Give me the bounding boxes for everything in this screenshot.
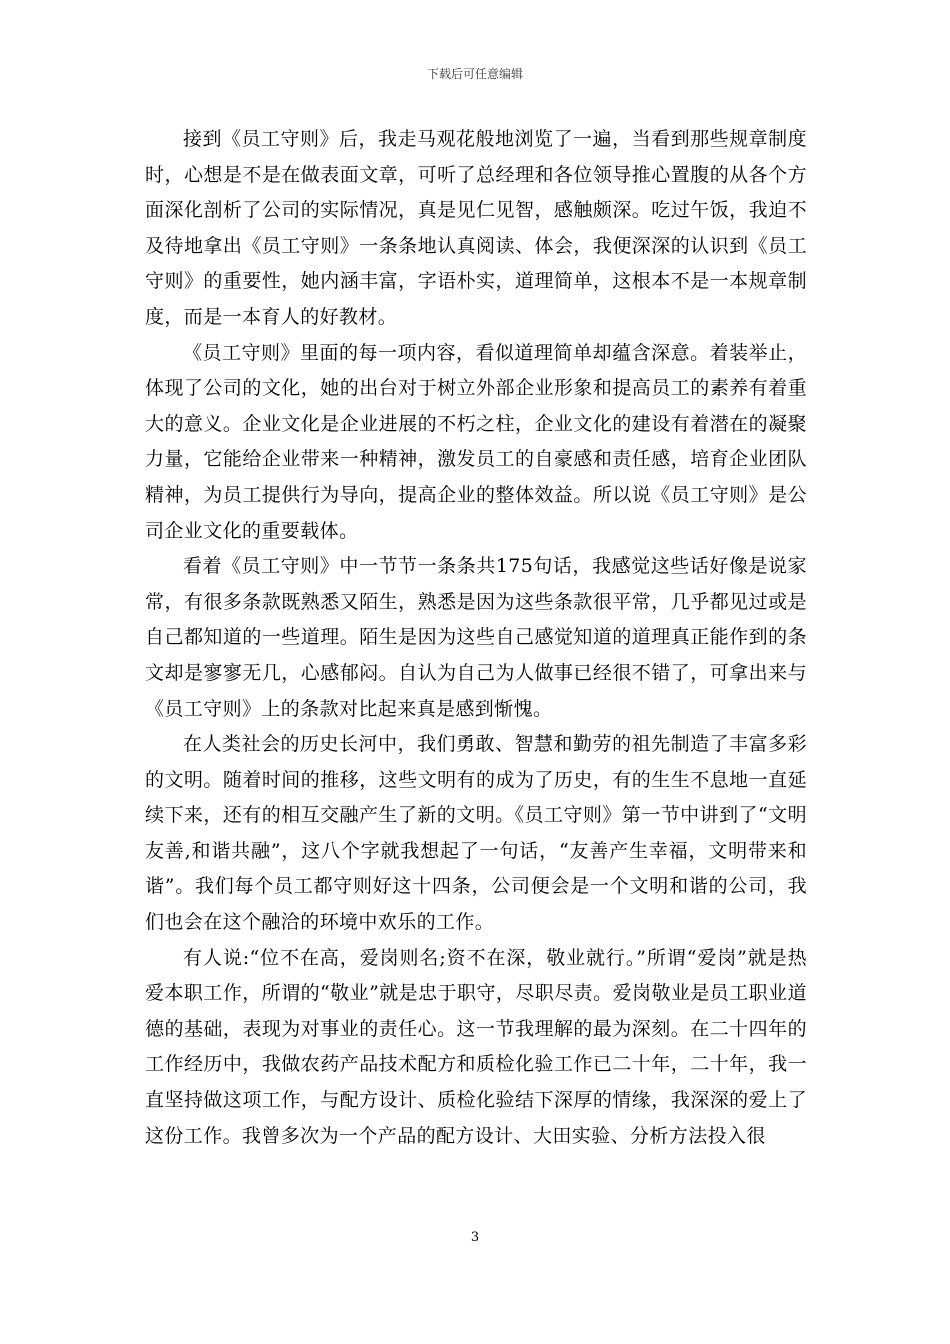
- document-body: [145, 122, 807, 1154]
- paragraph-2: 《员工守则》里面的每一项内容，看似道理简单却蕴含深意。着装举止，体现了公司的文化，她的出台对于树立外部企业形象和提高员工的素养有着重大的意义。企业文化是企业进展的不朽之柱，企业文化的建设有着潜在的凝聚力量，它能给企业带来一种精神，激发员工的自豪感和责任感，培育企业团队精神，为员工提供行为导向，提高企业的整体效益。所以说《员工守则》是公司企业文化的重要载体。: [145, 341, 807, 542]
- paragraph-1: 接到《员工守则》后，我走马观花般地浏览了一遍，当看到那些规章制度时，心想是不是在做表面文章，可听了总经理和各位领导推心置腹的从各个方面深化剖析了公司的实际情况，真是见仁见智，感触颇深。吃过午饭，我迫不及待地拿出《员工守则》一条条地认真阅读、体会，我便深深的认识到《员工守则》的重要性，她内涵丰富，字语朴实，道理简单，这根本不是一本规章制度，而是一本育人的好教材。: [145, 128, 807, 328]
- paragraph-3: 看着《员工守则》中一节节一条条共175句话，我感觉这些话好像是说家常，有很多条款既熟悉又陌生，熟悉是因为这些条款很平常，几乎都见过或是自己都知道的一些道理。陌生是因为这些自己感觉知道的道理真正能作到的条文却是寥寥无几，心感郁闷。自认为自己为人做事已经很不错了，可拿出来与《员工守则》上的条款对比起来真是感到惭愧。: [145, 555, 807, 720]
- page-header-note: 下载后可任意编辑: [426, 67, 523, 81]
- page-number: 3: [470, 1230, 480, 1245]
- paragraph-4: 在人类社会的历史长河中，我们勇敢、智慧和勤劳的祖先制造了丰富多彩的文明。随着时间的推移，这些文明有的成为了历史，有的生生不息地一直延续下来，还有的相互交融产生了新的文明。《员工守则》第一节中讲到了“文明友善,和谐共融”，这八个字就我想起了一句话，“友善产生幸福，文明带来和谐”。我们每个员工都守则好这十四条，公司便会是一个文明和谐的公司，我们也会在这个融洽的环境中欢乐的工作。: [145, 733, 807, 934]
- paragraph-5: 有人说:“位不在高，爱岗则名;资不在深，敬业就行。”所谓“爱岗”就是热爱本职工作，所谓的“敬业”就是忠于职守，尽职尽责。爱岗敬业是员工职业道德的基础，表现为对事业的责任心。这一节我理解的最为深刻。在二十四年的工作经历中，我做农药产品技术配方和质检化验工作已二十年，二十年，我一直坚持做这项工作，与配方设计、质检化验结下深厚的情缘，我深深的爱上了这份工作。我曾多次为一个产品的配方设计、大田实验、分析方法投入很: [145, 946, 807, 1147]
